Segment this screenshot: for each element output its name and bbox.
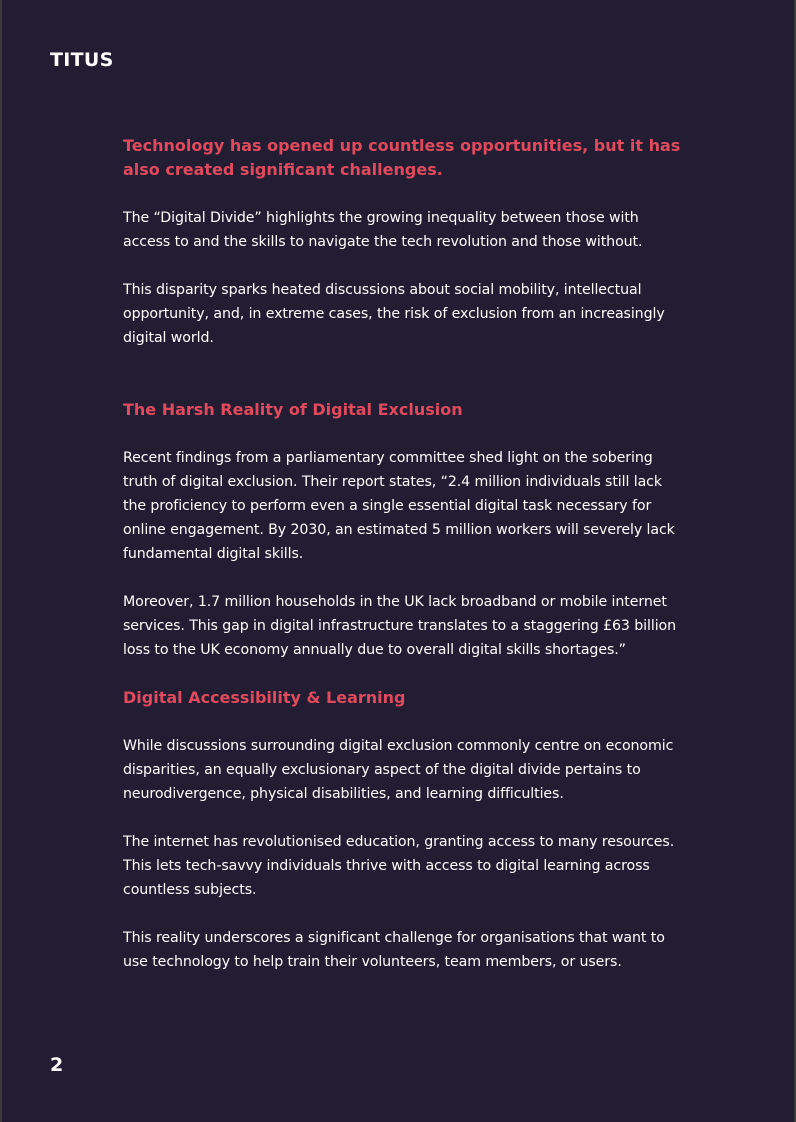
intro-paragraph: This disparity sparks heated discussions about social mobility, intellectual opportunity, and, in extreme cases, the risk of exclusion from an increasingly digital world.	[123, 282, 665, 346]
section-paragraph: This reality underscores a significant challenge for organisations that want to use technology to help train their volunteers, team members, or users.	[123, 930, 665, 970]
section-paragraph: While discussions surrounding digital exclusion commonly centre on economic disparities, an equally exclusionary aspect of the digital divide pertains to neurodivergence, physical disabilities, and learning difficulties.	[123, 738, 674, 802]
article-content	[123, 134, 683, 974]
section-paragraph: The internet has revolutionised education, granting access to many resources. This lets tech-savvy individuals thrive with access to digital learning across countless subjects.	[123, 834, 675, 898]
intro-paragraph: The “Digital Divide” highlights the growing inequality between those with access to and the skills to navigate the tech revolution and those without.	[123, 210, 643, 250]
page-number: 2	[50, 1054, 64, 1076]
section-paragraph: Moreover, 1.7 million households in the UK lack broadband or mobile internet services. This gap in digital infrastructure translates to a staggering £63 billion loss to the UK economy annually due to overall digital skills shortages.”	[123, 594, 677, 658]
section-heading-accessibility-learning: Digital Accessibility & Learning	[123, 688, 406, 707]
section-paragraph: Recent findings from a parliamentary committee shed light on the sobering truth of digital exclusion. Their report states, “2.4 million individuals still lack the proficiency to perform even a single essential digital task necessary for online engagement. By 2030, an estimated 5 million workers will severely lack fundamental digital skills.	[123, 450, 675, 562]
section-heading-digital-exclusion: The Harsh Reality of Digital Exclusion	[123, 400, 463, 419]
brand-logo-text: TITUS	[50, 49, 114, 71]
document-page	[2, 0, 794, 1122]
intro-lead: Technology has opened up countless opportunities, but it has also created significant challenges.	[123, 136, 681, 179]
